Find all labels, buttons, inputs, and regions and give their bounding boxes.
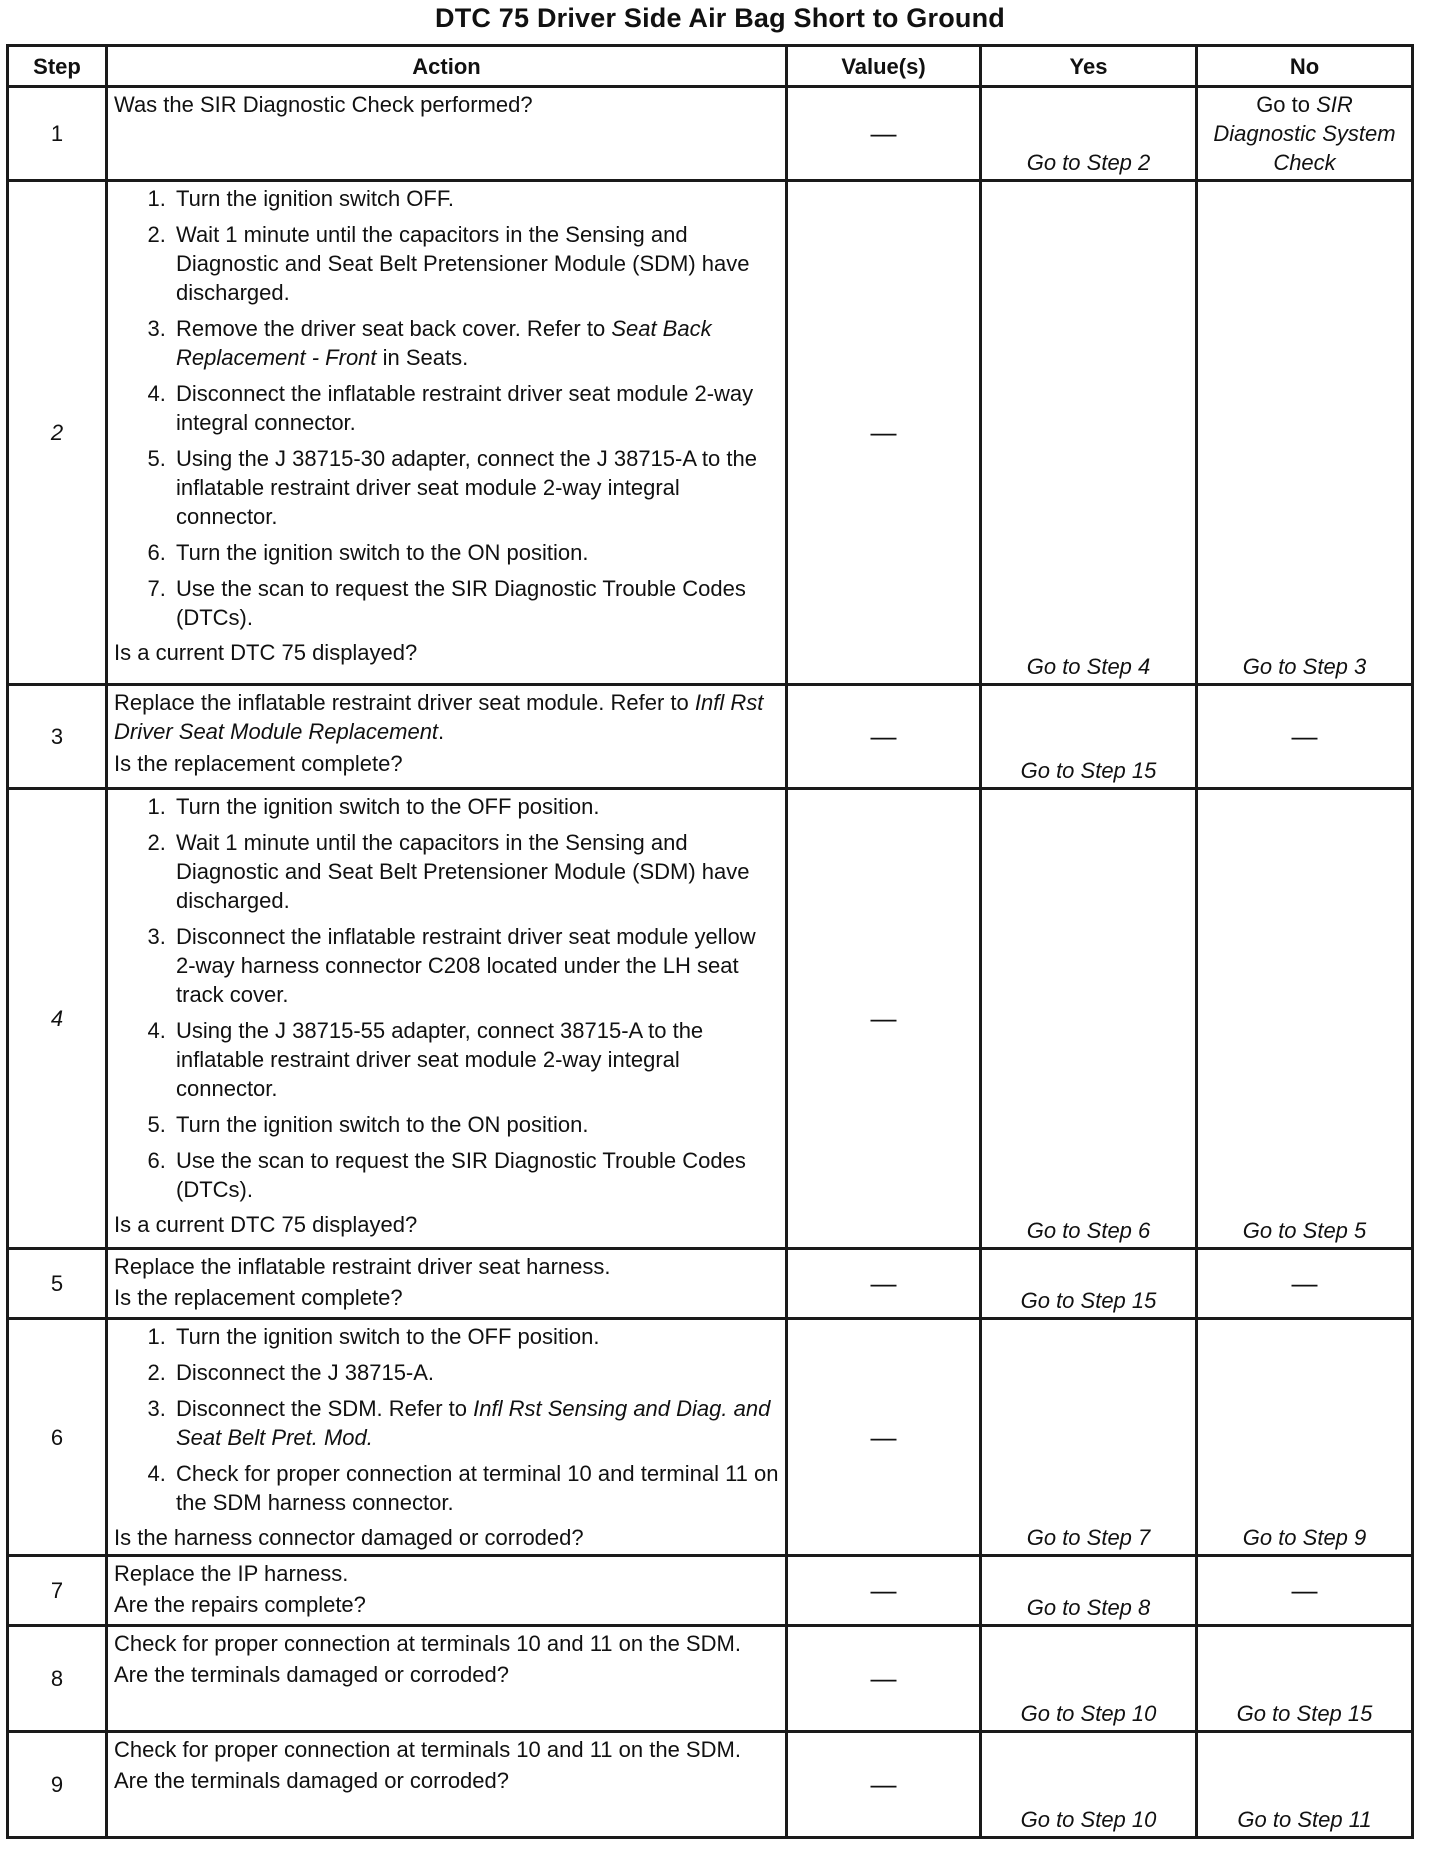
list-item: 4. Check for proper connection at terminal 10 and terminal 11 on the SDM harness connector. <box>172 1459 779 1517</box>
step-number: 6 <box>8 1319 107 1556</box>
step-number: 4 <box>8 789 107 1249</box>
list-item: 5. Turn the ignition switch to the ON position. <box>172 1110 779 1139</box>
header-action: Action <box>107 46 787 87</box>
reference-text: Infl Rst Driver Seat Module Replacement <box>114 690 764 744</box>
no-cell <box>1197 87 1413 181</box>
step-number: 7 <box>8 1556 107 1626</box>
action-cell <box>107 181 787 685</box>
list-item: 1. Turn the ignition switch to the OFF position. <box>172 792 779 821</box>
yes-cell: Go to Step 10 <box>981 1626 1197 1732</box>
action-text: Check for proper connection at terminals 10 and 11 on the SDM. <box>114 1737 741 1762</box>
table-row <box>8 1249 1413 1319</box>
diagnostic-table <box>6 44 1414 1839</box>
list-item <box>172 1394 779 1452</box>
step-number: 8 <box>8 1626 107 1732</box>
action-cell <box>107 685 787 789</box>
action-question: Was the SIR Diagnostic Check performed? <box>114 92 533 117</box>
action-steps-list <box>114 184 779 632</box>
action-cell <box>107 1626 787 1732</box>
table-row <box>8 1556 1413 1626</box>
value-cell: — <box>787 1556 981 1626</box>
no-cell: Go to Step 9 <box>1197 1319 1413 1556</box>
list-item: 1. Turn the ignition switch to the OFF position. <box>172 1322 779 1351</box>
step-number: 3 <box>8 685 107 789</box>
table-row <box>8 1319 1413 1556</box>
header-yes: Yes <box>981 46 1197 87</box>
header-no: No <box>1197 46 1413 87</box>
step-number: 2 <box>8 181 107 685</box>
no-cell: — <box>1197 685 1413 789</box>
list-item <box>172 314 779 372</box>
action-text: Replace the inflatable restraint driver seat harness. <box>114 1254 611 1279</box>
action-cell <box>107 1556 787 1626</box>
action-text: Check for proper connection at terminals 10 and 11 on the SDM. <box>114 1631 741 1656</box>
action-question: Are the terminals damaged or corroded? <box>114 1768 509 1793</box>
list-item: 1. Turn the ignition switch OFF. <box>172 184 779 213</box>
yes-cell: Go to Step 15 <box>981 685 1197 789</box>
no-link-text: SIR Diagnostic System Check <box>1213 92 1396 175</box>
no-cell: Go to Step 3 <box>1197 181 1413 685</box>
list-item: 4. Using the J 38715-55 adapter, connect 38715-A to the inflatable restraint driver seat module 2-way integral connector. <box>172 1016 779 1103</box>
value-cell: — <box>787 1249 981 1319</box>
no-cell: — <box>1197 1556 1413 1626</box>
action-cell <box>107 1249 787 1319</box>
action-text-suffix: . <box>438 719 445 744</box>
table-row <box>8 1626 1413 1732</box>
value-cell: — <box>787 87 981 181</box>
header-row <box>8 46 1413 87</box>
action-steps-list <box>114 1322 779 1517</box>
header-step: Step <box>8 46 107 87</box>
yes-cell: Go to Step 10 <box>981 1732 1197 1838</box>
no-prefix: Go to <box>1256 92 1317 117</box>
no-cell: Go to Step 5 <box>1197 789 1413 1249</box>
value-cell: — <box>787 1626 981 1732</box>
action-question: Is the replacement complete? <box>114 751 403 776</box>
action-question: Are the repairs complete? <box>114 1592 366 1617</box>
action-question: Is a current DTC 75 displayed? <box>114 640 418 665</box>
step-number: 5 <box>8 1249 107 1319</box>
yes-cell: Go to Step 6 <box>981 789 1197 1249</box>
value-cell: — <box>787 789 981 1249</box>
list-item-text: Disconnect the SDM. Refer to <box>176 1396 474 1421</box>
yes-cell: Go to Step 2 <box>981 87 1197 181</box>
action-question: Is the replacement complete? <box>114 1285 403 1310</box>
action-text: Replace the IP harness. <box>114 1561 349 1586</box>
action-steps-list <box>114 792 779 1204</box>
table-row <box>8 87 1413 181</box>
yes-cell: Go to Step 4 <box>981 181 1197 685</box>
action-text <box>114 688 779 746</box>
list-item: 6. Turn the ignition switch to the ON position. <box>172 538 779 567</box>
action-question: Is a current DTC 75 displayed? <box>114 1212 418 1237</box>
list-item: 5. Using the J 38715-30 adapter, connect the J 38715-A to the inflatable restraint driver seat module 2-way integral connector. <box>172 444 779 531</box>
list-item-text: Remove the driver seat back cover. Refer to <box>176 316 612 341</box>
list-item: 6. Use the scan to request the SIR Diagnostic Trouble Codes (DTCs). <box>172 1146 779 1204</box>
list-item: 3. Disconnect the inflatable restraint driver seat module yellow 2-way harness connector C208 located under the LH seat track cover. <box>172 922 779 1009</box>
action-text-main: Replace the inflatable restraint driver seat module. Refer to <box>114 690 695 715</box>
table-row <box>8 789 1413 1249</box>
action-question: Is the harness connector damaged or corroded? <box>114 1525 584 1550</box>
action-cell <box>107 789 787 1249</box>
table-row <box>8 181 1413 685</box>
table-row <box>8 685 1413 789</box>
table-row <box>8 1732 1413 1838</box>
reference-text: Infl Rst Sensing and Diag. and Seat Belt Pret. Mod. <box>176 1396 771 1450</box>
no-cell: Go to Step 11 <box>1197 1732 1413 1838</box>
list-item: 4. Disconnect the inflatable restraint driver seat module 2-way integral connector. <box>172 379 779 437</box>
reference-text: Seat Back Replacement - Front <box>176 316 712 370</box>
no-cell: Go to Step 15 <box>1197 1626 1413 1732</box>
action-cell <box>107 1319 787 1556</box>
value-cell: — <box>787 1319 981 1556</box>
list-item: 2. Wait 1 minute until the capacitors in the Sensing and Diagnostic and Seat Belt Pretensioner Module (SDM) have discharged. <box>172 220 779 307</box>
action-cell <box>107 1732 787 1838</box>
list-item: 7. Use the scan to request the SIR Diagnostic Trouble Codes (DTCs). <box>172 574 779 632</box>
action-question: Are the terminals damaged or corroded? <box>114 1662 509 1687</box>
step-number: 9 <box>8 1732 107 1838</box>
no-cell: — <box>1197 1249 1413 1319</box>
list-item: 2. Wait 1 minute until the capacitors in the Sensing and Diagnostic and Seat Belt Pretensioner Module (SDM) have discharged. <box>172 828 779 915</box>
step-number: 1 <box>8 87 107 181</box>
action-cell <box>107 87 787 181</box>
yes-cell: Go to Step 8 <box>981 1556 1197 1626</box>
page-title: DTC 75 Driver Side Air Bag Short to Ground <box>435 3 1005 33</box>
yes-cell: Go to Step 7 <box>981 1319 1197 1556</box>
list-item-suffix: in Seats. <box>376 345 469 370</box>
value-cell: — <box>787 181 981 685</box>
value-cell: — <box>787 685 981 789</box>
list-item: 2. Disconnect the J 38715-A. <box>172 1358 779 1387</box>
yes-cell: Go to Step 15 <box>981 1249 1197 1319</box>
value-cell: — <box>787 1732 981 1838</box>
header-values: Value(s) <box>787 46 981 87</box>
